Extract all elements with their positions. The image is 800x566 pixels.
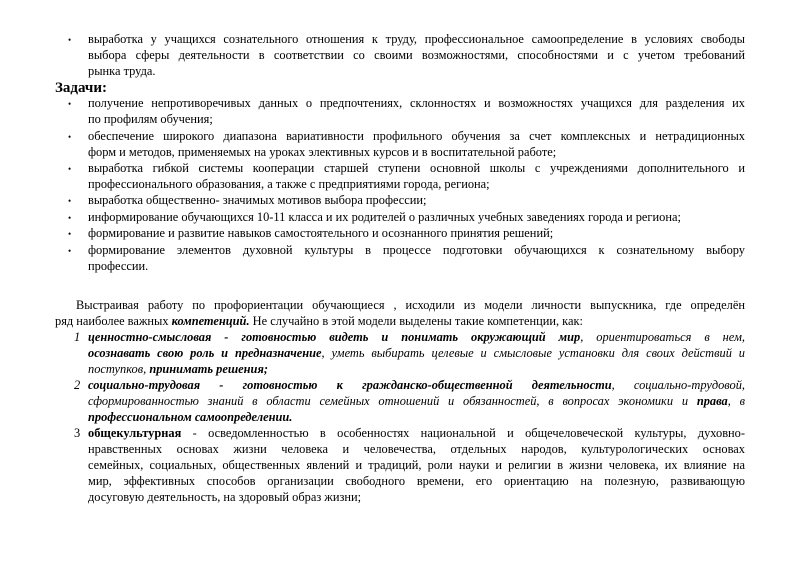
- competence-3-title: общекультурная: [88, 426, 182, 440]
- bullet-icon: •: [68, 196, 72, 206]
- competence-1-line-2: [88, 346, 745, 360]
- competence-2-number: 2: [74, 378, 81, 392]
- task-3-line-1: выработка гибкой системы кооперации старшей ступени основной школы с учреждениями дополнительного и: [88, 161, 745, 175]
- competence-2-line-1-rest: , социально-трудовой,: [611, 378, 745, 392]
- competence-1-role: осознавать свою роль и предназначение: [88, 346, 322, 360]
- tasks-heading: Задачи:: [55, 80, 108, 96]
- competence-1-line-2-rest: , уметь выбирать целевые и смысловые установки для своих действий и: [321, 346, 745, 360]
- competence-2-selfdetermination: профессиональном самоопределении.: [88, 410, 293, 424]
- competence-1-line-3: [88, 362, 268, 376]
- intro-line-2: [55, 314, 583, 328]
- intro-line-2-pre: ряд наиболее важных: [55, 314, 172, 328]
- competencies-term: компетенций.: [171, 314, 250, 328]
- competence-3-line-2: нравственных основах жизни человека и человечества, отдельных народов, культурологических основах: [88, 442, 745, 456]
- task-7-line-1: формирование элементов духовной культуры в процессе подготовки обучающихся к сознательному выбору: [88, 243, 745, 257]
- bullet-icon: •: [68, 35, 72, 45]
- competence-3-line-1-rest: - осведомленностью в особенностях национальной и общечеловеческой культуры, духовно-: [181, 426, 745, 440]
- competence-2-line-2-pre: сформированностью знаний в области семейных отношений и обязанностей, в вопросах экономики и: [88, 394, 697, 408]
- competence-3-line-4: мир, эффективных способов организации свободного времени, его ориентацию на полезную, развивающую: [88, 474, 745, 488]
- bullet-icon: •: [68, 132, 72, 142]
- task-5-line: информирование обучающихся 10-11 класса и их родителей о различных учебных заведениях города и региона;: [88, 210, 681, 224]
- competence-3-line-1: [88, 426, 745, 440]
- competence-2-line-2: [88, 394, 745, 408]
- competence-2-line-3: [88, 410, 292, 424]
- competence-3-number: 3: [74, 426, 81, 440]
- task-3-line-2: профессионального образования, а также с предприятиями города, региона;: [88, 177, 490, 191]
- competence-1-number: 1: [74, 330, 81, 344]
- bullet-icon: •: [68, 99, 72, 109]
- bullet-icon: •: [68, 164, 72, 174]
- competence-2-line-2-post: , в: [727, 394, 746, 408]
- bullet-icon: •: [68, 213, 72, 223]
- intro-line-2-post: Не случайно в этой модели выделены такие компетенции, как:: [249, 314, 583, 328]
- intro-line-1: Выстраивая работу по профориентации обучающиеся , исходили из модели личности выпускника, где определён: [76, 298, 745, 312]
- goal-line-1: выработка у учащихся сознательного отношения к труду, профессиональное самоопределение в условиях свободы: [88, 32, 745, 46]
- task-1-line-1: получение непротиворечивых данных о предпочтениях, склонностях и возможностях учащихся для разделения их: [88, 96, 745, 110]
- goal-line-3: рынка труда.: [88, 64, 156, 78]
- competence-1-line-1-rest: , ориентироваться в нем,: [580, 330, 746, 344]
- competence-2-line-1: [88, 378, 745, 392]
- competence-3-line-3: семейных, социальных, общественных явлений и традиций, роли науки и религии в жизни человека, их влияние на: [88, 458, 745, 472]
- bullet-icon: •: [68, 246, 72, 256]
- task-6-line: формирование и развитие навыков самостоятельного и осознанного принятия решений;: [88, 226, 554, 240]
- task-2-line-1: обеспечение широкого диапазона вариативности профильного обучения за счет комплексных и нетрадиционных: [88, 129, 745, 143]
- task-4-line: выработка общественно- значимых мотивов выбора профессии;: [88, 193, 427, 207]
- competence-1-line-3-pre: поступков,: [88, 362, 150, 376]
- task-7-line-2: профессии.: [88, 259, 149, 273]
- competence-2-law: права: [696, 394, 728, 408]
- goal-line-2: выбора сферы деятельности в соответствии со своими возможностями, способностями и с учетом требований: [88, 48, 745, 62]
- task-2-line-2: форм и методов, применяемых на уроках элективных курсов и в воспитательной работе;: [88, 145, 557, 159]
- competence-1-title: ценностно-смысловая - готовностью видеть и понимать окружающий мир: [88, 330, 581, 344]
- bullet-icon: •: [68, 229, 72, 239]
- competence-1-line-1: [88, 330, 745, 344]
- competence-1-decisions: принимать решения;: [149, 362, 268, 376]
- competence-3-line-5: досуговую деятельность, на здоровый образ жизни;: [88, 490, 362, 504]
- task-1-line-2: по профилям обучения;: [88, 112, 213, 126]
- competence-2-title: социально-трудовая - готовностью к гражданско-общественной деятельности: [88, 378, 612, 392]
